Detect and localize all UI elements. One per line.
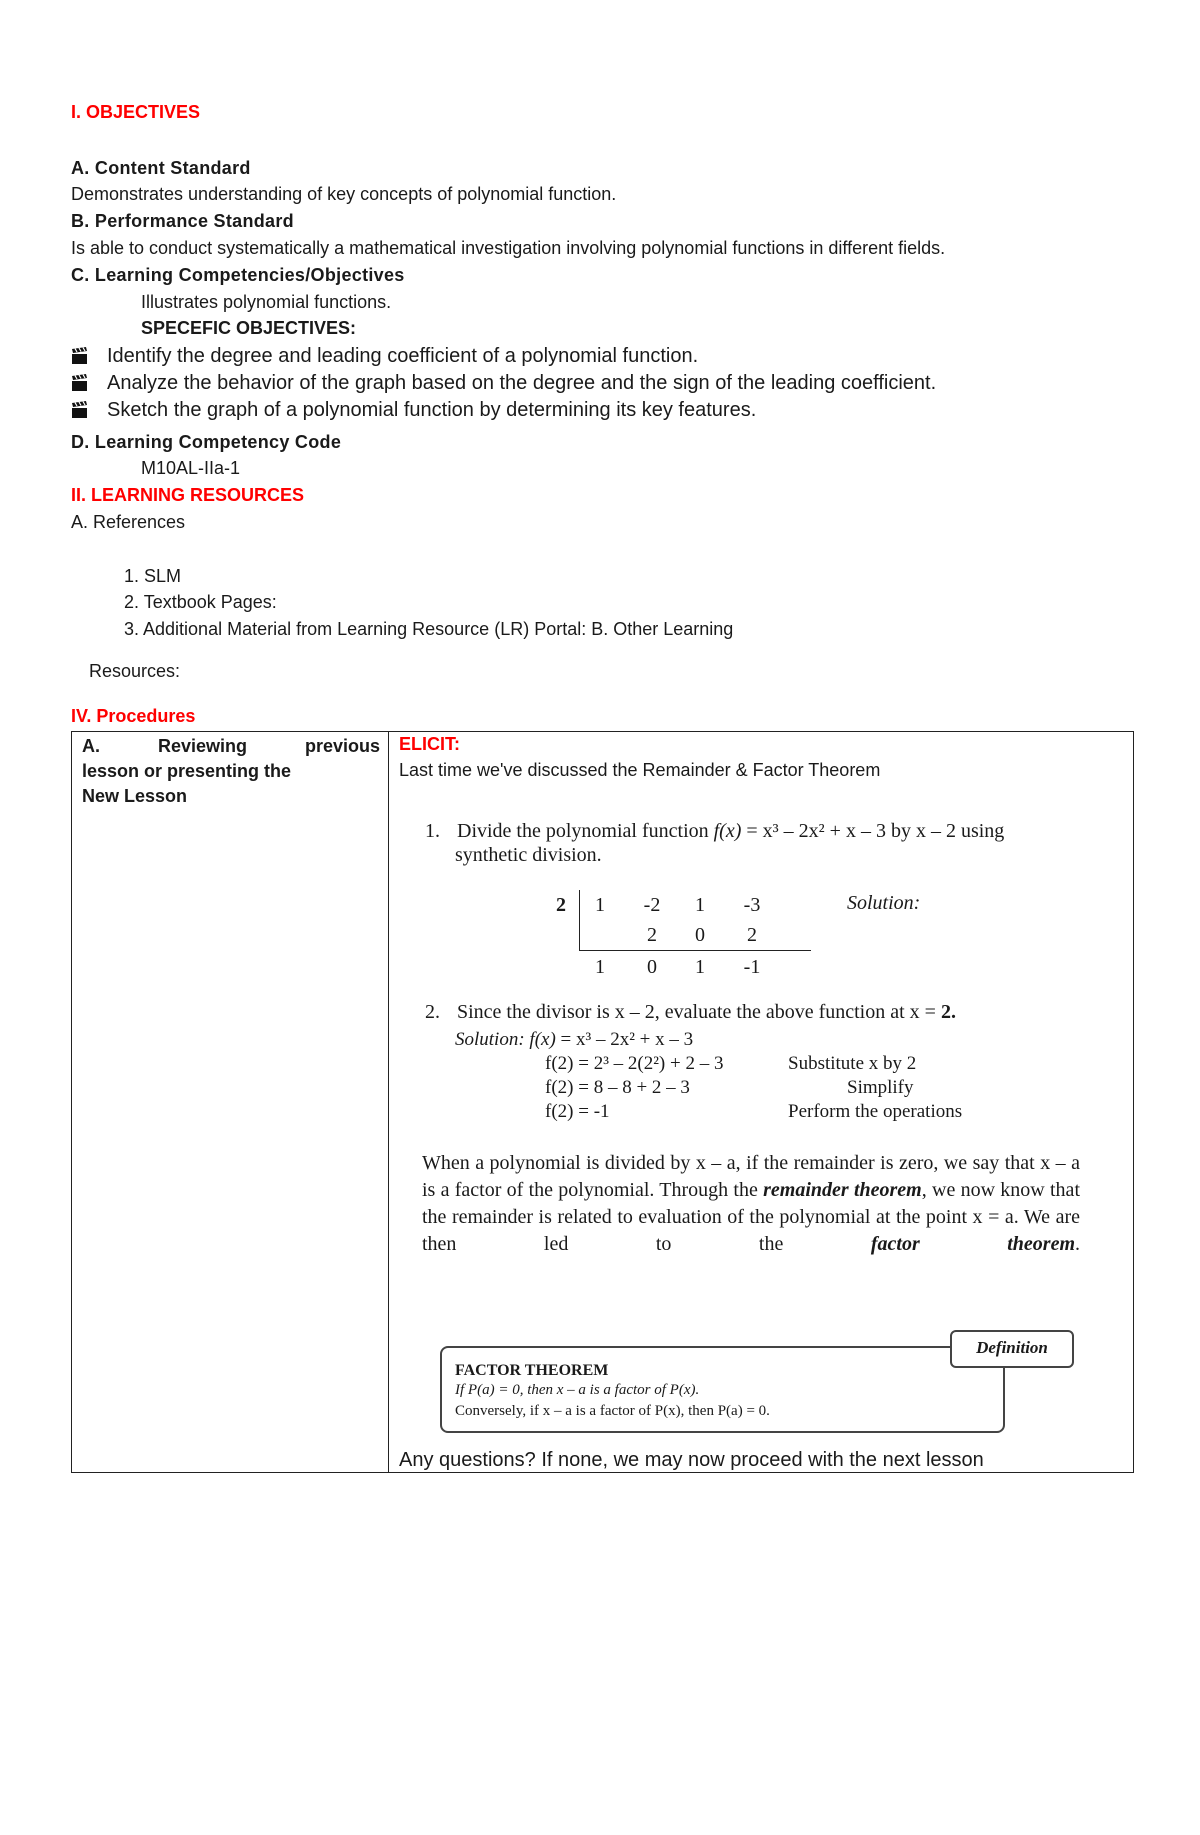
sd-row1-cell: -3 [743, 894, 761, 916]
competencies-label: C. Learning Competencies/Objectives [71, 265, 405, 285]
clapperboard-icon [71, 347, 89, 370]
problem-2-number: 2. [425, 1001, 440, 1023]
content-standard-text: Demonstrates understanding of key concepts of polynomial function. [71, 184, 617, 204]
reference-item-1: 1. SLM [124, 566, 182, 586]
resources-trailing: Resources: [89, 661, 181, 681]
procedures-table [71, 731, 1134, 1473]
clapperboard-icon [71, 401, 89, 424]
clapperboard-icon [71, 374, 89, 397]
problem-1-prefix: Divide the polynomial function [457, 820, 714, 842]
procedure-step-label [82, 734, 380, 809]
sd-solution-label: Solution: [847, 892, 921, 914]
paragraph-emphasis-factor: factor theorem [870, 1233, 1076, 1255]
sd-divisor: 2 [556, 894, 566, 916]
competencies-text: Illustrates polynomial functions. [141, 292, 392, 312]
paragraph-emphasis-remainder: remainder theorem [763, 1179, 922, 1201]
references-label: A. References [71, 512, 186, 532]
sd-row3-cell: -1 [743, 956, 761, 978]
solution-step-1: f(2) = 2³ – 2(2²) + 2 – 3 [545, 1053, 724, 1074]
specific-objectives-heading: SPECEFIC OBJECTIVES: [141, 318, 357, 338]
solution-2 [455, 1029, 693, 1051]
sd-row1-cell: 1 [695, 894, 705, 916]
sd-row2-cell: 2 [647, 924, 657, 946]
solution-step-2: f(2) = 8 – 8 + 2 – 3 [545, 1077, 690, 1098]
sd-row3-cell: 0 [647, 956, 657, 978]
reference-item-2: 2. Textbook Pages: [124, 592, 277, 612]
paragraph-part-1: When a polynomial is divided by x – a, if the remainder is zero, we say that x – a is a factor of the polynomial. Through the [422, 1152, 1080, 1201]
sd-row2-cell: 0 [695, 924, 705, 946]
content-standard-label: A. Content Standard [71, 158, 251, 178]
solution-note-3: Perform the operations [788, 1101, 963, 1122]
sd-row3-cell: 1 [595, 956, 605, 978]
sd-row1-cell: 1 [595, 894, 605, 916]
problem-1-number: 1. [425, 820, 440, 842]
elicit-text: Last time we've discussed the Remainder & Factor Theorem [399, 760, 881, 780]
solution-2-expression: = x³ – 2x² + x – 3 [555, 1029, 694, 1050]
solution-2-label: Solution: f(x) [455, 1029, 556, 1050]
specific-objective-1: Identify the degree and leading coefficient of a polynomial function. [107, 345, 699, 367]
sd-row3-cell: 1 [695, 956, 705, 978]
solution-note-1: Substitute x by 2 [788, 1053, 917, 1074]
competency-code-label: D. Learning Competency Code [71, 432, 342, 452]
procedure-step-line-3: New Lesson [82, 786, 188, 806]
specific-objective-3: Sketch the graph of a polynomial function by determining its key features. [107, 399, 757, 421]
elicit-label: ELICIT: [399, 734, 460, 754]
problem-2 [425, 1001, 956, 1024]
paragraph-part-3: . [1075, 1233, 1081, 1255]
problem-1-expression: = x³ – 2x² + x – 3 by x – 2 using [741, 820, 1005, 842]
definition-line-2: Conversely, if x – a is a factor of P(x), then P(a) = 0. [455, 1403, 770, 1419]
problem-1-fx: f(x) [713, 820, 742, 842]
procedures-heading: IV. Procedures [71, 706, 196, 726]
problem-1-line-2: synthetic division. [455, 844, 602, 866]
definition-tag: Definition [950, 1330, 1074, 1368]
problem-1 [425, 820, 1004, 843]
solution-note-2: Simplify [847, 1077, 914, 1098]
solution-step-3: f(2) = -1 [545, 1101, 610, 1122]
sd-row1-cell: -2 [643, 894, 661, 916]
objectives-heading: I. OBJECTIVES [71, 102, 201, 122]
sd-horizontal-line [579, 950, 811, 951]
paragraph-part-2: , we now know that the remainder is related to evaluation of the polynomial at the point x = a. We are then led to the [422, 1179, 1080, 1255]
performance-standard-text: Is able to conduct systematically a mathematical investigation involving polynomial functions in different fields. [71, 238, 946, 258]
problem-2-value: 2. [940, 1001, 956, 1023]
definition-title: FACTOR THEOREM [455, 1362, 609, 1379]
competency-code: M10AL-IIa-1 [141, 458, 241, 478]
table-divider [388, 732, 389, 1472]
closing-text: Any questions? If none, we may now proceed with the next lesson [399, 1449, 984, 1471]
sd-vertical-line [579, 890, 580, 950]
reference-item-3: 3. Additional Material from Learning Resource (LR) Portal: B. Other Learning [124, 619, 734, 639]
definition-line-1: If P(a) = 0, then x – a is a factor of P(x). [455, 1382, 700, 1398]
factor-theorem-box [440, 1346, 1005, 1433]
theorem-paragraph [422, 1150, 1080, 1258]
specific-objective-2: Analyze the behavior of the graph based on the degree and the sign of the leading coefficient. [107, 372, 937, 394]
performance-standard-label: B. Performance Standard [71, 211, 294, 231]
procedure-step-line-2: lesson or presenting the [82, 761, 292, 781]
sd-row2-cell: 2 [747, 924, 757, 946]
procedure-step-line-1: A. Reviewing previous [82, 736, 380, 756]
problem-2-text: Since the divisor is x – 2, evaluate the above function at x = [457, 1001, 941, 1023]
learning-resources-heading: II. LEARNING RESOURCES [71, 485, 305, 505]
